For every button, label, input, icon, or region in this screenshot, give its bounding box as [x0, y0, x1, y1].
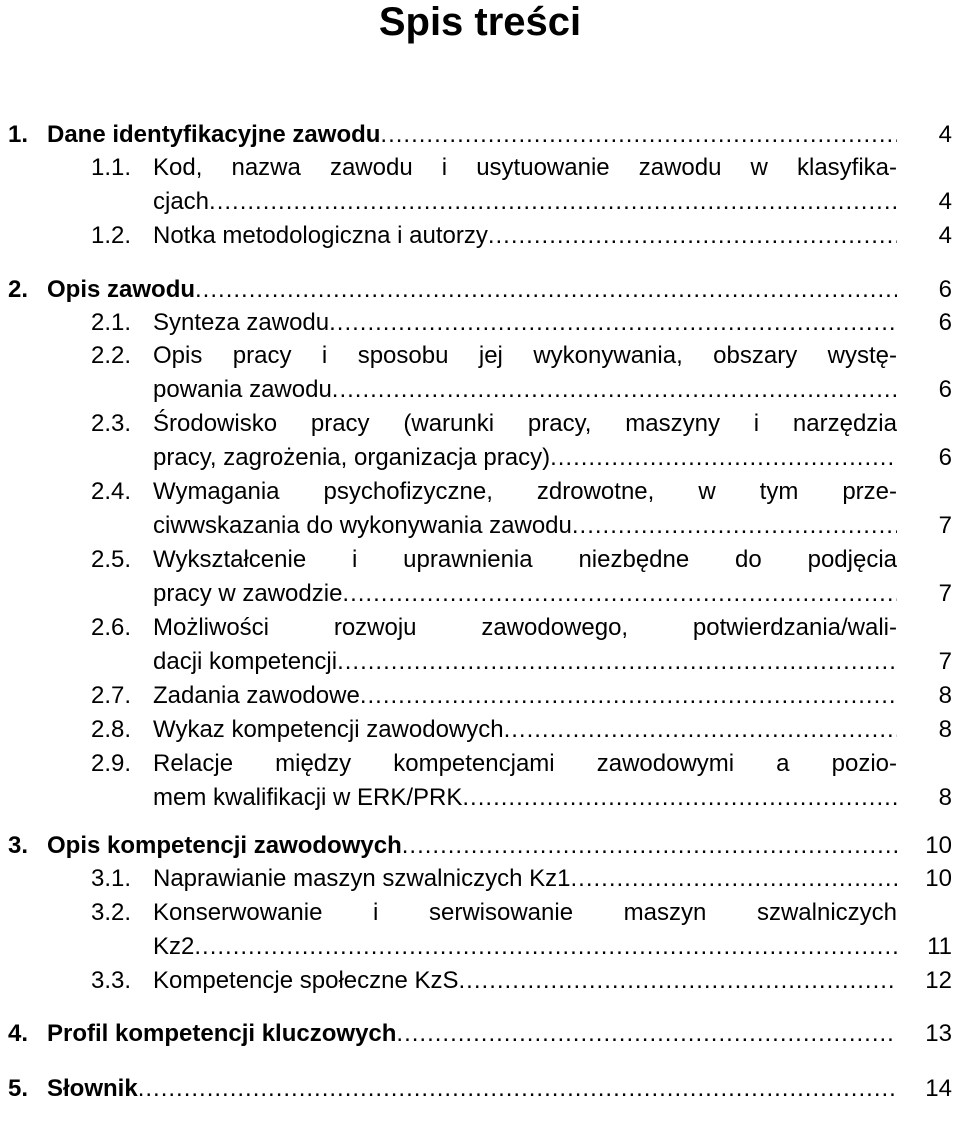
- toc-entry[interactable]: [0, 645, 960, 679]
- toc-entry-label: pracy, zagrożenia, organizacja pracy): [153, 444, 551, 471]
- toc-entry[interactable]: [0, 306, 960, 340]
- toc-entry[interactable]: [0, 441, 960, 475]
- toc-entry-title: [153, 781, 897, 815]
- toc-leader-dots: [337, 645, 897, 679]
- toc-entry-label: Profil kompetencji kluczowych: [47, 1020, 397, 1047]
- toc-entry-label: Kompetencje społeczne KzS: [153, 967, 459, 994]
- toc-entry-title: [153, 645, 897, 679]
- toc-entry-page: 6: [938, 309, 952, 336]
- toc-entry-page: 10: [925, 865, 952, 892]
- toc-entry-title: [153, 373, 897, 407]
- toc-entry-number: 2.7.: [91, 682, 132, 709]
- toc-entry[interactable]: [0, 373, 960, 407]
- toc-entry-number: 2.9.: [91, 750, 132, 777]
- toc-leader-dots: [459, 964, 897, 998]
- toc-entry-title: [153, 896, 897, 930]
- toc-entry-label: Opis kompetencji zawodowych: [47, 832, 402, 859]
- toc-entry[interactable]: [0, 713, 960, 747]
- toc-entry-page: 14: [925, 1075, 952, 1102]
- toc-entry-title: [153, 577, 897, 611]
- toc-entry-title: [153, 219, 897, 253]
- toc-entry-line1[interactable]: [0, 611, 960, 645]
- toc-entry-label: Zadania zawodowe: [153, 682, 360, 709]
- toc-entry[interactable]: [0, 273, 960, 307]
- toc-entry-number: 3.: [8, 832, 29, 859]
- toc-entry-line1[interactable]: [0, 151, 960, 185]
- toc-entry[interactable]: [0, 577, 960, 611]
- toc-entry-line1[interactable]: [0, 747, 960, 781]
- toc-entry-label: Relacje między kompetencjami zawodowymi a pozio-: [153, 750, 897, 777]
- toc-leader-dots: [571, 862, 898, 896]
- toc-entry-page: 7: [938, 512, 952, 539]
- toc-entry-number: 3.1.: [91, 865, 132, 892]
- toc-entry-title: [153, 509, 897, 543]
- toc-entry-title: [153, 306, 897, 340]
- toc-entry-label: Wykaz kompetencji zawodowych: [153, 716, 504, 743]
- toc-leader-dots: [380, 118, 897, 152]
- toc-entry[interactable]: [0, 1072, 960, 1106]
- toc-entry-label: Opis zawodu: [47, 276, 196, 303]
- toc-entry-number: 4.: [8, 1020, 29, 1047]
- toc-entry-page: 7: [938, 580, 952, 607]
- toc-entry[interactable]: [0, 679, 960, 713]
- toc-leader-dots: [138, 1072, 897, 1106]
- toc-leader-dots: [194, 930, 897, 964]
- toc-leader-dots: [209, 185, 897, 219]
- toc-entry-number: 1.: [8, 121, 29, 148]
- toc-entry-title: [153, 475, 897, 509]
- toc-entry-title: [47, 829, 897, 863]
- toc-entry-label: cjach: [153, 188, 210, 215]
- toc-entry-label: Konserwowanie i serwisowanie maszyn szwalniczych: [153, 899, 897, 926]
- toc-leader-dots: [462, 781, 897, 815]
- page-title: Spis treści: [378, 0, 582, 44]
- toc-entry[interactable]: [0, 509, 960, 543]
- toc-entry-label: Wykształcenie i uprawnienia niezbędne do podjęcia: [153, 546, 897, 573]
- toc-entry-label: Kz2: [153, 933, 195, 960]
- toc-entry-title: [153, 964, 897, 998]
- toc-entry-number: 2.1.: [91, 309, 132, 336]
- toc-entry-page: 7: [938, 648, 952, 675]
- toc-entry-title: [153, 611, 897, 645]
- toc-entry-page: 6: [938, 276, 952, 303]
- toc-entry-page: 4: [938, 121, 952, 148]
- toc-entry-title: [153, 441, 897, 475]
- toc-entry-number: 5.: [8, 1075, 29, 1102]
- toc-entry-number: 1.2.: [91, 222, 132, 249]
- toc-entry-title: [47, 1072, 897, 1106]
- toc-leader-dots: [332, 373, 897, 407]
- toc-entry-number: 2.8.: [91, 716, 132, 743]
- toc-entry-label: mem kwalifikacji w ERK/PRK: [153, 784, 463, 811]
- toc-entry-number: 2.5.: [91, 546, 132, 573]
- toc-entry-number: 3.2.: [91, 899, 132, 926]
- toc-leader-dots: [195, 273, 897, 307]
- toc-leader-dots: [504, 713, 897, 747]
- toc-entry-number: 1.1.: [91, 154, 132, 181]
- toc-entry[interactable]: [0, 118, 960, 152]
- toc-entry-number: 2.3.: [91, 410, 132, 437]
- toc-entry-title: [153, 747, 897, 781]
- toc-entry-title: [47, 273, 897, 307]
- toc-entry-title: [47, 118, 897, 152]
- toc-entry-label: ciwwskazania do wykonywania zawodu: [153, 512, 572, 539]
- toc-entry[interactable]: [0, 930, 960, 964]
- toc-entry-line1[interactable]: [0, 896, 960, 930]
- toc-leader-dots: [360, 679, 897, 713]
- toc-entry-label: Dane identyfikacyjne zawodu: [47, 121, 381, 148]
- toc-entry-number: 2.: [8, 276, 29, 303]
- toc-entry-title: [47, 1017, 897, 1051]
- toc-entry-page: 12: [925, 967, 952, 994]
- toc-entry-label: Naprawianie maszyn szwalniczych Kz1: [153, 865, 571, 892]
- toc-entry-page: 4: [938, 222, 952, 249]
- toc-entry-page: 8: [938, 716, 952, 743]
- toc-entry-page: 13: [925, 1020, 952, 1047]
- toc-entry-page: 6: [938, 376, 952, 403]
- toc-leader-dots: [550, 441, 897, 475]
- toc-entry-title: [153, 185, 897, 219]
- toc-entry-label: Słownik: [47, 1075, 138, 1102]
- toc-entry-label: pracy w zawodzie: [153, 580, 343, 607]
- toc-entry[interactable]: [0, 964, 960, 998]
- toc-entry-title: [153, 713, 897, 747]
- toc-entry-label: Możliwości rozwoju zawodowego, potwierdzania/wali-: [153, 614, 897, 641]
- toc-entry-label: powania zawodu: [153, 376, 332, 403]
- toc-entry-page: 8: [938, 682, 952, 709]
- toc-entry-line1[interactable]: [0, 475, 960, 509]
- toc-entry-number: 2.4.: [91, 478, 132, 505]
- toc-entry-page: 4: [938, 188, 952, 215]
- toc-entry-label: Synteza zawodu: [153, 309, 330, 336]
- toc-entry-label: dacji kompetencji: [153, 648, 338, 675]
- toc-entry-label: Notka metodologiczna i autorzy: [153, 222, 488, 249]
- toc-entry-title: [153, 862, 897, 896]
- toc-leader-dots: [402, 829, 897, 863]
- toc-entry[interactable]: [0, 185, 960, 219]
- toc-leader-dots: [329, 306, 897, 340]
- toc-entry-label: Wymagania psychofizyczne, zdrowotne, w tym prze-: [153, 478, 897, 505]
- toc-entry-number: 2.6.: [91, 614, 132, 641]
- toc-leader-dots: [396, 1017, 897, 1051]
- toc-entry-label: Środowisko pracy (warunki pracy, maszyny i narzędzia: [153, 410, 897, 437]
- toc-entry-line1[interactable]: [0, 339, 960, 373]
- toc-entry-page: 8: [938, 784, 952, 811]
- toc-entry-page: 10: [925, 832, 952, 859]
- toc-entry-label: Opis pracy i sposobu jej wykonywania, obszary wystę-: [153, 342, 897, 369]
- toc-entry-number: 2.2.: [91, 342, 132, 369]
- toc-leader-dots: [488, 219, 897, 253]
- toc-entry-number: 3.3.: [91, 967, 132, 994]
- toc-entry-title: [153, 151, 897, 185]
- toc-leader-dots: [572, 509, 897, 543]
- toc-leader-dots: [342, 577, 897, 611]
- toc-entry-page: 11: [927, 933, 952, 960]
- toc-entry-title: [153, 543, 897, 577]
- toc-entry-line1[interactable]: [0, 407, 960, 441]
- toc-entry-page: 6: [938, 444, 952, 471]
- toc-entry-title: [153, 339, 897, 373]
- toc-entry-title: [153, 407, 897, 441]
- toc-entry[interactable]: [0, 862, 960, 896]
- toc-entry-line1[interactable]: [0, 543, 960, 577]
- toc-entry[interactable]: [0, 781, 960, 815]
- toc-entry[interactable]: [0, 829, 960, 863]
- toc-entry-label: Kod, nazwa zawodu i usytuowanie zawodu w klasyfika-: [153, 154, 897, 181]
- toc-entry-title: [153, 679, 897, 713]
- toc-entry[interactable]: [0, 1017, 960, 1051]
- toc-entry-title: [153, 930, 897, 964]
- toc-entry[interactable]: [0, 219, 960, 253]
